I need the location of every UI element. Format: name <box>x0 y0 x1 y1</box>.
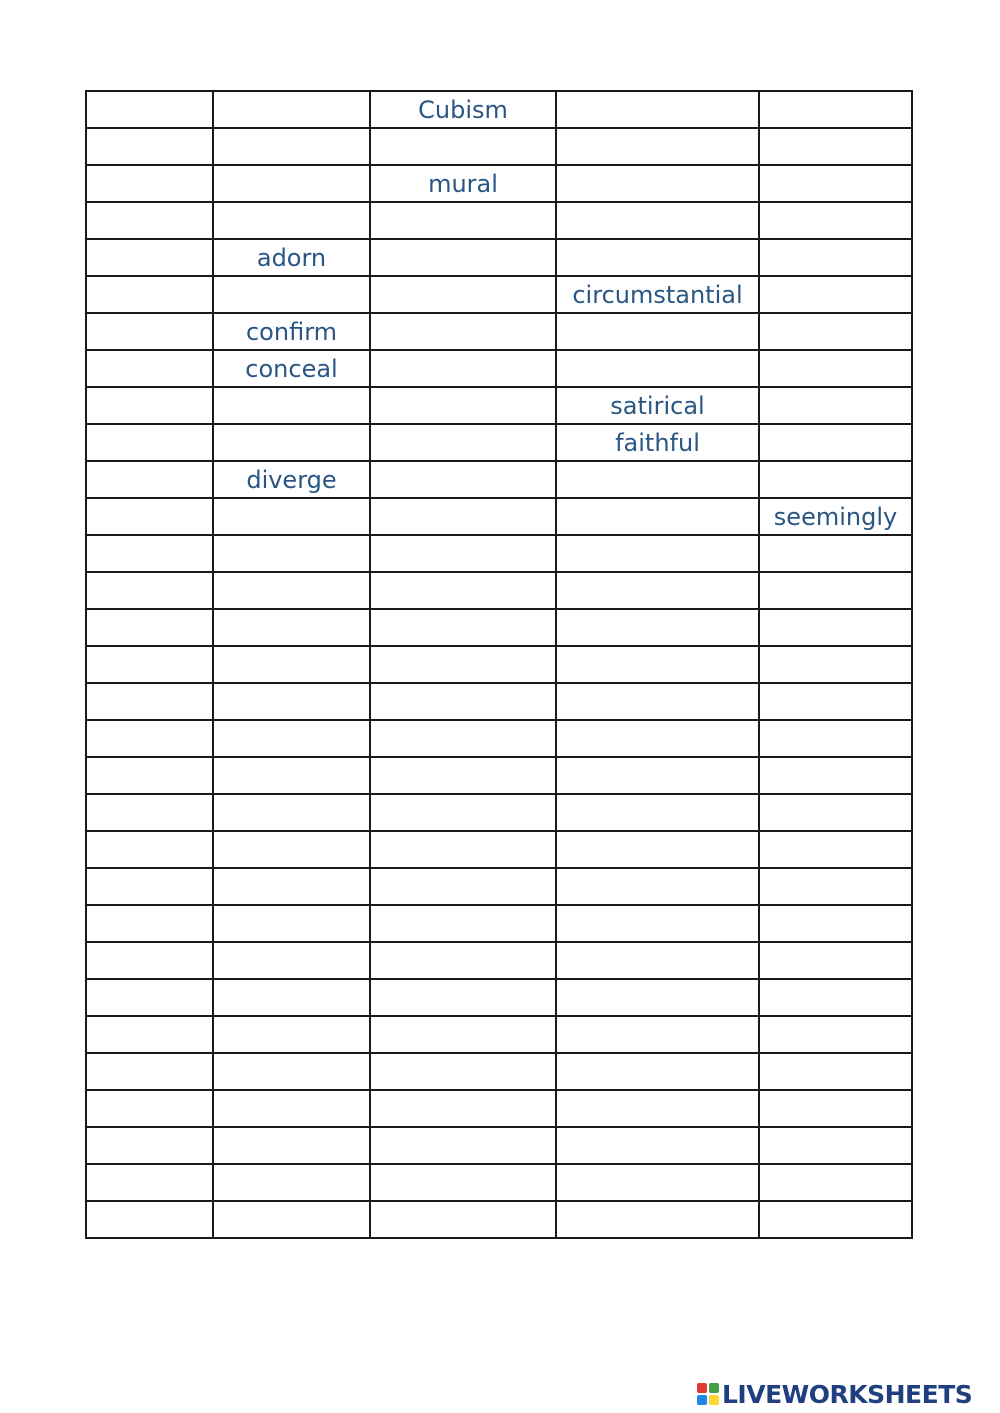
blank-cell[interactable] <box>86 1053 213 1090</box>
table-row <box>86 424 912 461</box>
blank-cell[interactable] <box>86 165 213 202</box>
blank-cell[interactable] <box>759 757 912 794</box>
blank-cell[interactable] <box>370 387 556 424</box>
blank-cell[interactable] <box>213 128 370 165</box>
logo-cube-yellow <box>709 1395 719 1405</box>
blank-cell[interactable] <box>759 461 912 498</box>
blank-cell[interactable] <box>370 350 556 387</box>
blank-cell[interactable] <box>759 979 912 1016</box>
blank-cell[interactable] <box>556 683 759 720</box>
blank-cell[interactable] <box>86 424 213 461</box>
blank-cell[interactable] <box>86 1201 213 1238</box>
blank-cell[interactable] <box>370 1127 556 1164</box>
blank-cell[interactable] <box>759 424 912 461</box>
blank-cell[interactable] <box>86 979 213 1016</box>
blank-cell[interactable] <box>556 572 759 609</box>
blank-cell[interactable] <box>370 646 556 683</box>
blank-cell[interactable] <box>370 498 556 535</box>
blank-cell[interactable] <box>759 905 912 942</box>
blank-cell[interactable] <box>759 572 912 609</box>
blank-cell[interactable] <box>556 165 759 202</box>
table-row <box>86 942 912 979</box>
blank-cell[interactable] <box>759 1201 912 1238</box>
worksheet-table <box>85 90 913 1239</box>
word-cell: satirical <box>556 387 759 424</box>
logo-cube-green <box>709 1383 719 1393</box>
blank-cell[interactable] <box>759 1090 912 1127</box>
blank-cell[interactable] <box>370 1016 556 1053</box>
blank-cell[interactable] <box>759 276 912 313</box>
blank-cell[interactable] <box>759 868 912 905</box>
table-row <box>86 683 912 720</box>
blank-cell[interactable] <box>556 868 759 905</box>
blank-cell[interactable] <box>556 1201 759 1238</box>
blank-cell[interactable] <box>370 461 556 498</box>
blank-cell[interactable] <box>86 313 213 350</box>
blank-cell[interactable] <box>370 1164 556 1201</box>
table-row <box>86 1127 912 1164</box>
blank-cell[interactable] <box>213 646 370 683</box>
table-row <box>86 165 912 202</box>
blank-cell[interactable] <box>759 942 912 979</box>
blank-cell[interactable] <box>86 1164 213 1201</box>
blank-cell[interactable] <box>213 1164 370 1201</box>
blank-cell[interactable] <box>759 535 912 572</box>
table-row <box>86 720 912 757</box>
blank-cell[interactable] <box>370 535 556 572</box>
blank-cell[interactable] <box>213 387 370 424</box>
blank-cell[interactable] <box>370 868 556 905</box>
blank-cell[interactable] <box>86 202 213 239</box>
blank-cell[interactable] <box>213 794 370 831</box>
blank-cell[interactable] <box>86 794 213 831</box>
table-row <box>86 1090 912 1127</box>
blank-cell[interactable] <box>213 868 370 905</box>
blank-cell[interactable] <box>556 239 759 276</box>
blank-cell[interactable] <box>86 757 213 794</box>
blank-cell[interactable] <box>213 276 370 313</box>
blank-cell[interactable] <box>370 1053 556 1090</box>
blank-cell[interactable] <box>370 202 556 239</box>
blank-cell[interactable] <box>86 276 213 313</box>
blank-cell[interactable] <box>370 720 556 757</box>
blank-cell[interactable] <box>86 1016 213 1053</box>
blank-cell[interactable] <box>213 979 370 1016</box>
blank-cell[interactable] <box>556 979 759 1016</box>
table-row <box>86 313 912 350</box>
blank-cell[interactable] <box>86 128 213 165</box>
blank-cell[interactable] <box>556 1016 759 1053</box>
blank-cell[interactable] <box>86 720 213 757</box>
table-row <box>86 1164 912 1201</box>
table-row <box>86 1201 912 1238</box>
word-cell: seemingly <box>759 498 912 535</box>
blank-cell[interactable] <box>86 683 213 720</box>
blank-cell[interactable] <box>556 350 759 387</box>
blank-cell[interactable] <box>370 942 556 979</box>
blank-cell[interactable] <box>759 1164 912 1201</box>
blank-cell[interactable] <box>213 683 370 720</box>
blank-cell[interactable] <box>370 1201 556 1238</box>
blank-cell[interactable] <box>759 1053 912 1090</box>
blank-cell[interactable] <box>213 572 370 609</box>
blank-cell[interactable] <box>213 498 370 535</box>
blank-cell[interactable] <box>86 239 213 276</box>
word-cell: adorn <box>213 239 370 276</box>
table-row <box>86 1053 912 1090</box>
blank-cell[interactable] <box>556 831 759 868</box>
blank-cell[interactable] <box>370 794 556 831</box>
table-row <box>86 831 912 868</box>
blank-cell[interactable] <box>759 646 912 683</box>
blank-cell[interactable] <box>213 942 370 979</box>
blank-cell[interactable] <box>213 1053 370 1090</box>
blank-cell[interactable] <box>370 831 556 868</box>
table-row <box>86 757 912 794</box>
blank-cell[interactable] <box>86 498 213 535</box>
blank-cell[interactable] <box>556 461 759 498</box>
table-row <box>86 498 912 535</box>
blank-cell[interactable] <box>86 1127 213 1164</box>
blank-cell[interactable] <box>370 239 556 276</box>
blank-cell[interactable] <box>213 165 370 202</box>
table-row <box>86 609 912 646</box>
liveworksheets-cubes-icon <box>697 1383 719 1405</box>
table-row <box>86 202 912 239</box>
table-row <box>86 979 912 1016</box>
blank-cell[interactable] <box>213 1016 370 1053</box>
blank-cell[interactable] <box>759 1016 912 1053</box>
blank-cell[interactable] <box>556 794 759 831</box>
table-row <box>86 905 912 942</box>
blank-cell[interactable] <box>370 572 556 609</box>
word-cell: diverge <box>213 461 370 498</box>
blank-cell[interactable] <box>213 1127 370 1164</box>
blank-cell[interactable] <box>759 794 912 831</box>
blank-cell[interactable] <box>86 535 213 572</box>
word-cell: circumstantial <box>556 276 759 313</box>
table-row <box>86 387 912 424</box>
liveworksheets-logo[interactable] <box>697 1381 972 1407</box>
blank-cell[interactable] <box>370 905 556 942</box>
blank-cell[interactable] <box>86 91 213 128</box>
blank-cell[interactable] <box>213 831 370 868</box>
blank-cell[interactable] <box>86 831 213 868</box>
table-row <box>86 128 912 165</box>
blank-cell[interactable] <box>556 1090 759 1127</box>
blank-cell[interactable] <box>213 424 370 461</box>
brand-name: LIVEWORKSHEETS <box>722 1379 973 1409</box>
blank-cell[interactable] <box>556 609 759 646</box>
blank-cell[interactable] <box>86 461 213 498</box>
blank-cell[interactable] <box>759 683 912 720</box>
blank-cell[interactable] <box>86 387 213 424</box>
blank-cell[interactable] <box>86 609 213 646</box>
blank-cell[interactable] <box>556 1053 759 1090</box>
blank-cell[interactable] <box>759 128 912 165</box>
blank-cell[interactable] <box>556 1164 759 1201</box>
table-row <box>86 91 912 128</box>
blank-cell[interactable] <box>370 1090 556 1127</box>
blank-cell[interactable] <box>556 128 759 165</box>
logo-cube-blue <box>697 1395 707 1405</box>
table-row <box>86 868 912 905</box>
blank-cell[interactable] <box>370 424 556 461</box>
table-row <box>86 646 912 683</box>
blank-cell[interactable] <box>86 646 213 683</box>
blank-cell[interactable] <box>556 646 759 683</box>
blank-cell[interactable] <box>370 609 556 646</box>
blank-cell[interactable] <box>759 202 912 239</box>
blank-cell[interactable] <box>759 387 912 424</box>
blank-cell[interactable] <box>213 1090 370 1127</box>
blank-cell[interactable] <box>759 609 912 646</box>
blank-cell[interactable] <box>759 720 912 757</box>
table-row <box>86 1016 912 1053</box>
blank-cell[interactable] <box>759 239 912 276</box>
blank-cell[interactable] <box>86 572 213 609</box>
blank-cell[interactable] <box>370 757 556 794</box>
blank-cell[interactable] <box>556 91 759 128</box>
blank-cell[interactable] <box>213 1201 370 1238</box>
table-row <box>86 350 912 387</box>
blank-cell[interactable] <box>759 350 912 387</box>
word-cell: confirm <box>213 313 370 350</box>
table-row <box>86 535 912 572</box>
blank-cell[interactable] <box>213 905 370 942</box>
blank-cell[interactable] <box>370 683 556 720</box>
blank-cell[interactable] <box>370 979 556 1016</box>
word-cell: faithful <box>556 424 759 461</box>
blank-cell[interactable] <box>213 609 370 646</box>
blank-cell[interactable] <box>759 1127 912 1164</box>
blank-cell[interactable] <box>86 1090 213 1127</box>
blank-cell[interactable] <box>759 313 912 350</box>
blank-cell[interactable] <box>556 202 759 239</box>
logo-cube-red <box>697 1383 707 1393</box>
blank-cell[interactable] <box>556 757 759 794</box>
word-cell: mural <box>370 165 556 202</box>
word-cell: Cubism <box>370 91 556 128</box>
blank-cell[interactable] <box>213 91 370 128</box>
blank-cell[interactable] <box>556 720 759 757</box>
blank-cell[interactable] <box>759 91 912 128</box>
blank-cell[interactable] <box>86 905 213 942</box>
blank-cell[interactable] <box>213 202 370 239</box>
blank-cell[interactable] <box>370 128 556 165</box>
blank-cell[interactable] <box>86 942 213 979</box>
blank-cell[interactable] <box>370 313 556 350</box>
blank-cell[interactable] <box>556 313 759 350</box>
blank-cell[interactable] <box>556 905 759 942</box>
blank-cell[interactable] <box>556 942 759 979</box>
blank-cell[interactable] <box>86 868 213 905</box>
blank-cell[interactable] <box>556 535 759 572</box>
table-row <box>86 572 912 609</box>
table-row <box>86 239 912 276</box>
blank-cell[interactable] <box>556 498 759 535</box>
blank-cell[interactable] <box>759 831 912 868</box>
blank-cell[interactable] <box>556 1127 759 1164</box>
blank-cell[interactable] <box>213 757 370 794</box>
blank-cell[interactable] <box>370 276 556 313</box>
table-row <box>86 461 912 498</box>
table-row <box>86 276 912 313</box>
blank-cell[interactable] <box>86 350 213 387</box>
blank-cell[interactable] <box>213 720 370 757</box>
word-cell: conceal <box>213 350 370 387</box>
blank-cell[interactable] <box>759 165 912 202</box>
table-row <box>86 794 912 831</box>
blank-cell[interactable] <box>213 535 370 572</box>
